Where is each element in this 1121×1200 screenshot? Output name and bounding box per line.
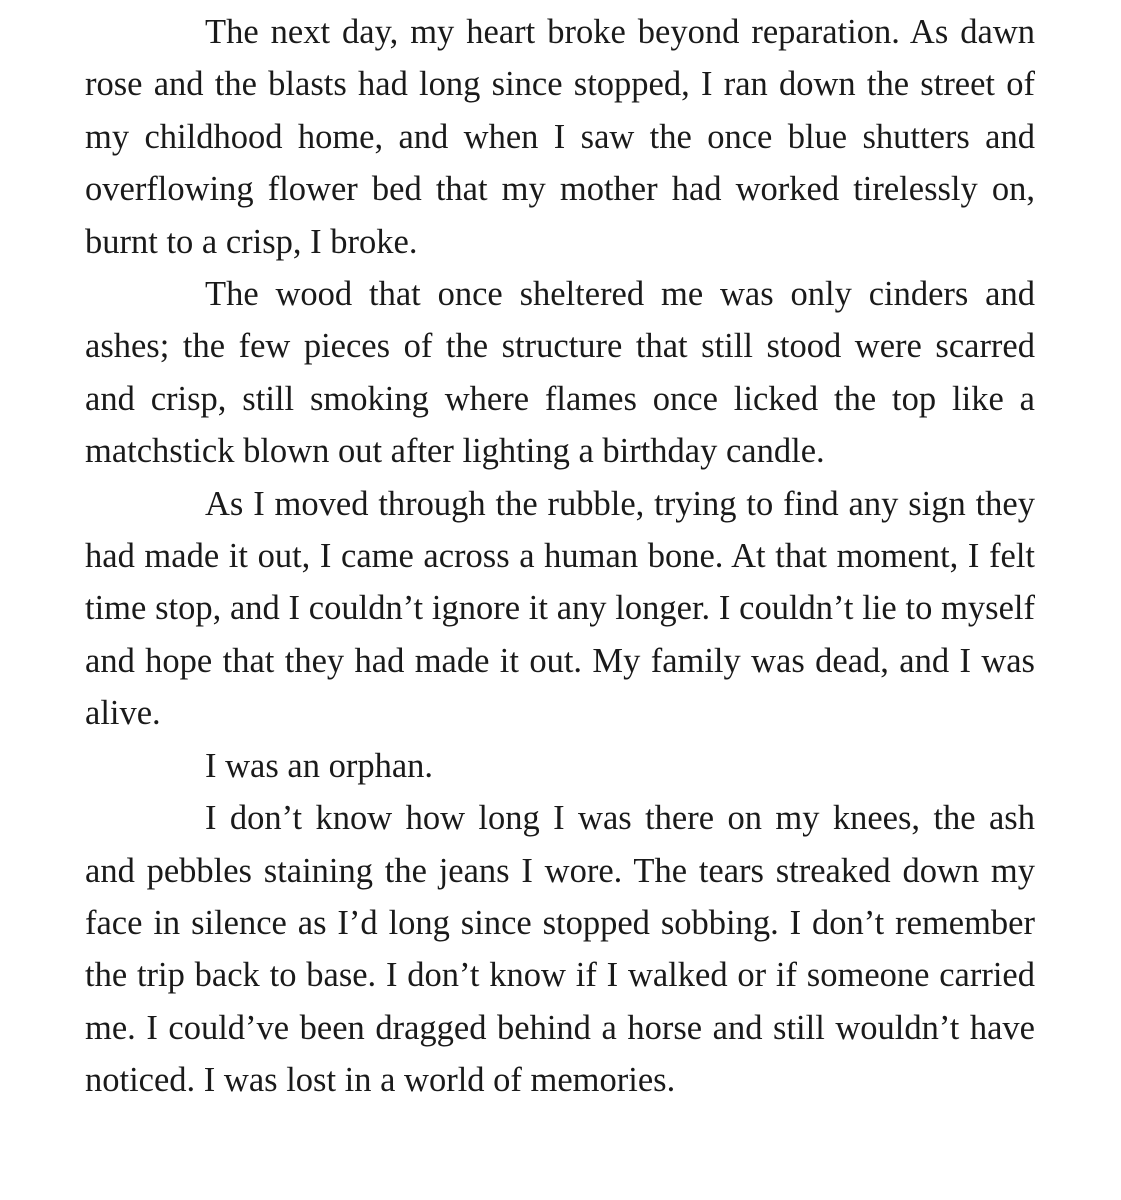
paragraph-5: I don’t know how long I was there on my knees, the ash and pebbles staining the jeans I wore. The tears streaked down my face in silence as I’d long since stopped sobbing. I don’t remember the trip back to base. I don’t know if I walked or if someone carried me. I could’ve been dragged behind a horse and still wouldn’t have noticed. I was lost in a world of memories. bbox=[85, 799, 1035, 1100]
document-page bbox=[85, 6, 1035, 1107]
paragraph-3: As I moved through the rubble, trying to find any sign they had made it out, I came across a human bone. At that moment, I felt time stop, and I couldn’t ignore it any longer. I couldn’t lie to myself and hope that they had made it out. My family was dead, and I was alive. bbox=[85, 484, 1035, 733]
paragraph-4: I was an orphan. bbox=[205, 746, 434, 785]
paragraph-2: The wood that once sheltered me was only cinders and ashes; the few pieces of the structure that still stood were scarred and crisp, still smoking where flames once licked the top like a matchstick blown out after lighting a birthday candle. bbox=[85, 275, 1035, 471]
paragraph-1: The next day, my heart broke beyond reparation. As dawn rose and the blasts had long since stopped, I ran down the street of my childhood home, and when I saw the once blue shutters and overflowing flower bed that my mother had worked tirelessly on, burnt to a crisp, I broke. bbox=[85, 13, 1035, 261]
